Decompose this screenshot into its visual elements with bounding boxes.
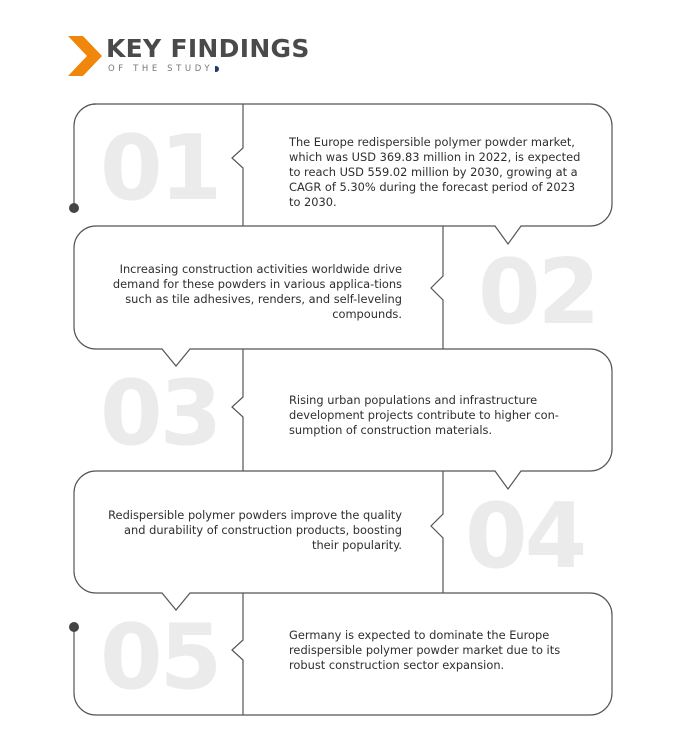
- page-title: KEY FINDINGS: [106, 34, 310, 63]
- page-subtitle: OF THE STUDY: [108, 64, 219, 74]
- finding-number-01: 01: [100, 116, 220, 221]
- finding-text-02: Increasing construction activities worldwide drive demand for these powders in various applica-tions such as tile adhesives, renders, and self-leveling compounds.: [112, 262, 402, 321]
- finding-text-04: Redispersible polymer powders improve the quality and durability of construction products, boosting their popularity.: [108, 508, 402, 552]
- finding-number-02: 02: [478, 240, 598, 345]
- finding-text-01: The Europe redispersible polymer powder market, which was USD 369.83 million in 2022, is expected to reach USD 559.02 million by 2030, growing at a CAGR of 5.30% during the forecast period of 2023 to 2030.: [289, 135, 581, 209]
- finding-text-05: Germany is expected to dominate the Europe redispersible polymer powder market due to its robust construction sector expansion.: [289, 628, 561, 672]
- connector-dot: [69, 622, 79, 632]
- finding-number-05: 05: [100, 605, 220, 710]
- finding-number-03: 03: [100, 361, 220, 466]
- connector-dot: [69, 203, 79, 213]
- finding-number-04: 04: [465, 484, 585, 589]
- finding-text-03: Rising urban populations and infrastructure development projects contribute to higher con-sumption of construction materials.: [289, 393, 559, 437]
